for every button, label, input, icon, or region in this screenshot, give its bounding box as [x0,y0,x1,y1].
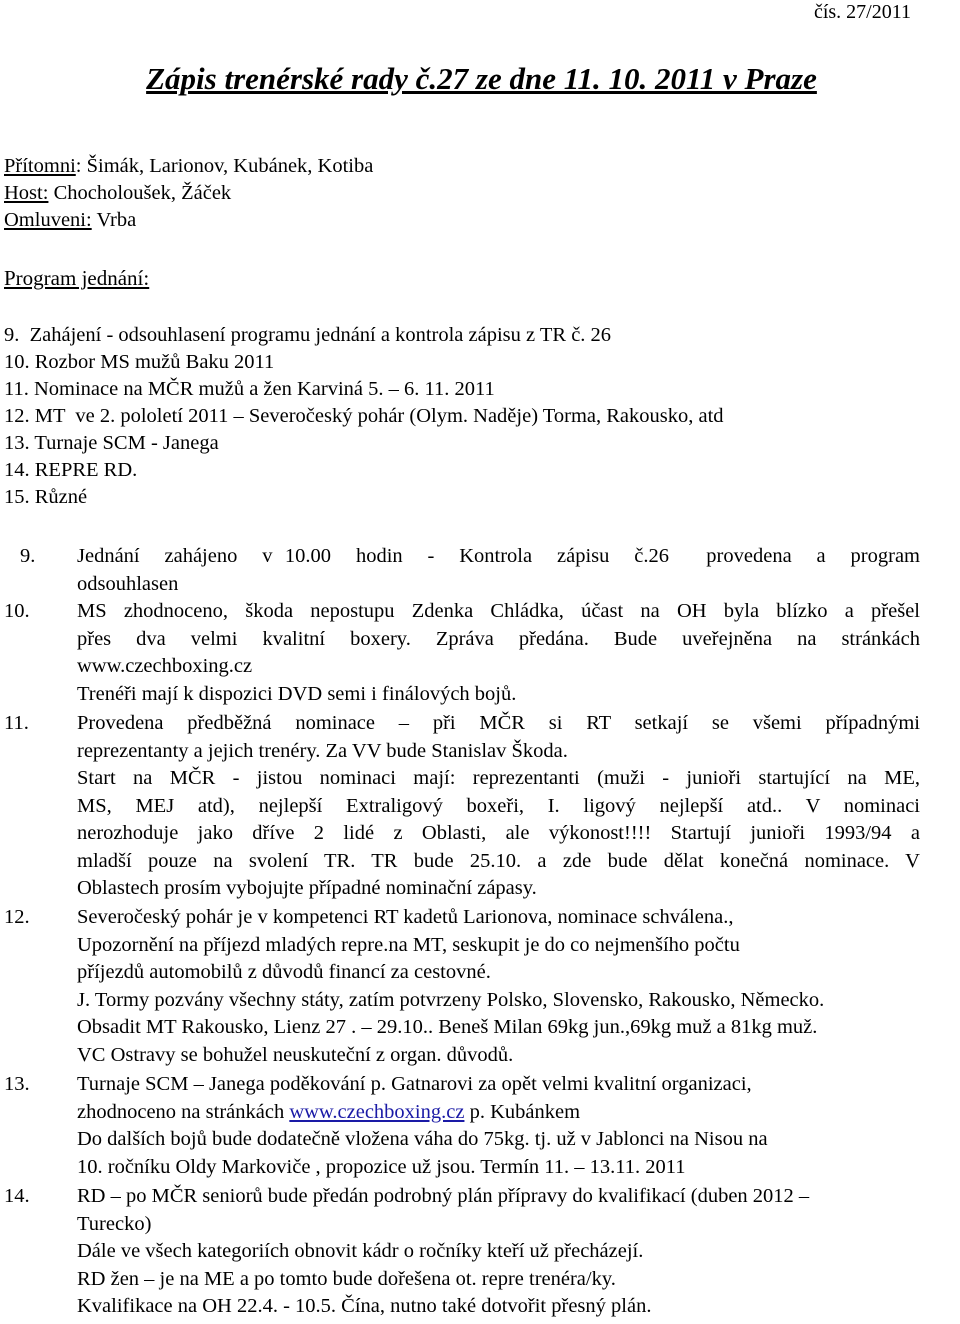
item-line: www.czechboxing.cz [77,655,253,677]
item-line: Do dalších bojů bude dodatečně vložena váha do 75kg. tj. už v Jablonci na Nisou na [77,1128,768,1150]
program-item: 9. Zahájení - odsouhlasení programu jednání a kontrola zápisu z TR č. 26 [4,324,612,346]
minutes-item-9 [4,543,920,598]
item-line: 10. ročníku Oldy Markoviče , propozice už jsou. Termín 11. – 13.11. 2011 [77,1155,686,1178]
item-number: 14. [4,1185,30,1207]
item-line: Trenéři mají k dispozici DVD semi i finálových bojů. [77,682,517,705]
item-line: Kvalifikace na OH 22.4. - 10.5. Čína, nutno také dotvořit přesný plán. [77,1295,652,1317]
item-line [77,1099,960,1127]
guest-line [4,180,231,206]
guest-label: Host: [4,182,49,204]
item-line: příjezdů automobilů z důvodů financí za cestovné. [77,961,491,983]
program-heading: Program jednání: [4,266,150,290]
item-line: reprezentanty a jejich trenéry. Za VV bude Stanislav Škoda. [77,739,568,762]
program-item: 13. Turnaje SCM - Janega [4,432,219,454]
excused-label: Omluveni: [4,209,92,231]
item-number: 13. [4,1073,30,1095]
item-number: 12. [4,906,30,928]
program-item: 10. Rozbor MS mužů Baku 2011 [4,351,275,373]
program-item: 12. MT ve 2. pololetí 2011 – Severočeský pohár (Olym. Naděje) Torma, Rakousko, atd [4,405,724,427]
item-line: MS zhodnoceno, škoda nepostupu Zdenka Chládka, účast na OH byla blízko a přešel [77,600,920,622]
item-line: RD žen – je na ME a po tomto bude dořešena ot. repre trenéra/ky. [77,1267,616,1290]
item-text: zhodnoceno na stránkách [77,1100,290,1123]
item-line: MS, MEJ atd), nejlepší Extraligový boxeři, I. ligový nejlepší atd.. V nominaci [77,794,920,817]
item-line: RD – po MČR seniorů bude předán podrobný plán přípravy do kvalifikací (duben 2012 – [77,1185,810,1207]
guest-names: Chocholoušek, Žáček [48,182,232,204]
present-names: Šimák, Larionov, Kubánek, Kotiba [86,155,374,177]
item-number: 11. [4,712,29,734]
excused-names: Vrba [91,209,137,231]
item-line: Severočeský pohár je v kompetenci RT kadetů Larionova, nominace schválena., [77,906,734,928]
excused-line [4,207,136,233]
minutes-item-14 [4,1183,960,1321]
item-line: VC Ostravy se bohužel neuskuteční z organ. důvodů. [77,1043,514,1066]
item-line: Turnaje SCM – Janega poděkování p. Gatnarovi za opět velmi kvalitní organizaci, [77,1073,752,1095]
item-line: Obsadit MT Rakousko, Lienz 27 . – 29.10.. Beneš Milan 69kg jun.,69kg muž a 81kg muž. [77,1016,818,1038]
item-line: Provedena předběžná nominace – při MČR si RT setkají se všemi případnými [77,712,920,734]
present-label: Přítomni [4,155,76,177]
item-line: J. Tormy pozvány všechny státy, zatím potvrzeny Polsko, Slovensko, Rakousko, Německo. [77,988,825,1011]
program-heading-line [4,265,149,291]
item-line: Dále ve všech kategoriích obnovit kádr o ročníky kteří už přecházejí. [77,1240,644,1262]
program-list [4,322,724,511]
item-line: přes dva velmi kvalitní boxery. Zpráva předána. Bude uveřejněna na stránkách [77,627,920,650]
minutes-item-11 [4,710,920,903]
item-number: 9. [20,545,36,567]
item-line: Start na MČR - jistou nominaci mají: reprezentanti (muži - junioři startující na ME, [77,767,920,789]
minutes-item-10 [4,598,920,708]
item-line: Upozornění na příjezd mladých repre.na MT, seskupit je do co nejmenšího počtu [77,933,740,956]
item-line: mladší pouze na svolení TR. TR bude 25.10. a zde bude dělat konečná nominace. V [77,849,920,872]
program-item: 11. Nominace na MČR mužů a žen Karviná 5. – 6. 11. 2011 [4,378,495,400]
item-line: Turecko) [77,1212,152,1235]
minutes-item-12 [4,904,960,1069]
document-number: čís. 27/2011 [813,1,911,23]
czechboxing-link[interactable]: www.czechboxing.cz [289,1100,465,1123]
item-text: p. Kubánkem [464,1100,581,1123]
minutes-item-13 [4,1071,960,1181]
item-line: nerozhoduje jako dříve 2 lidé z Oblasti, ale výkonost!!!! Startují junioři 1993/94 a [77,822,920,844]
program-item: 14. REPRE RD. [4,459,138,481]
present-separator: : [75,155,87,177]
document-title: Zápis trenérské rady č.27 ze dne 11. 10. 2011 v Praze [146,61,817,96]
present-line [4,153,373,179]
item-line: odsouhlasen [77,572,179,595]
item-line: Jednání zahájeno v 10.00 hodin - Kontrola zápisu č.26 provedena a program [77,545,920,567]
item-line: Oblastech prosím vybojujte případné nominační zápasy. [77,877,537,899]
item-number: 10. [4,600,30,622]
program-item: 15. Různé [4,486,88,508]
